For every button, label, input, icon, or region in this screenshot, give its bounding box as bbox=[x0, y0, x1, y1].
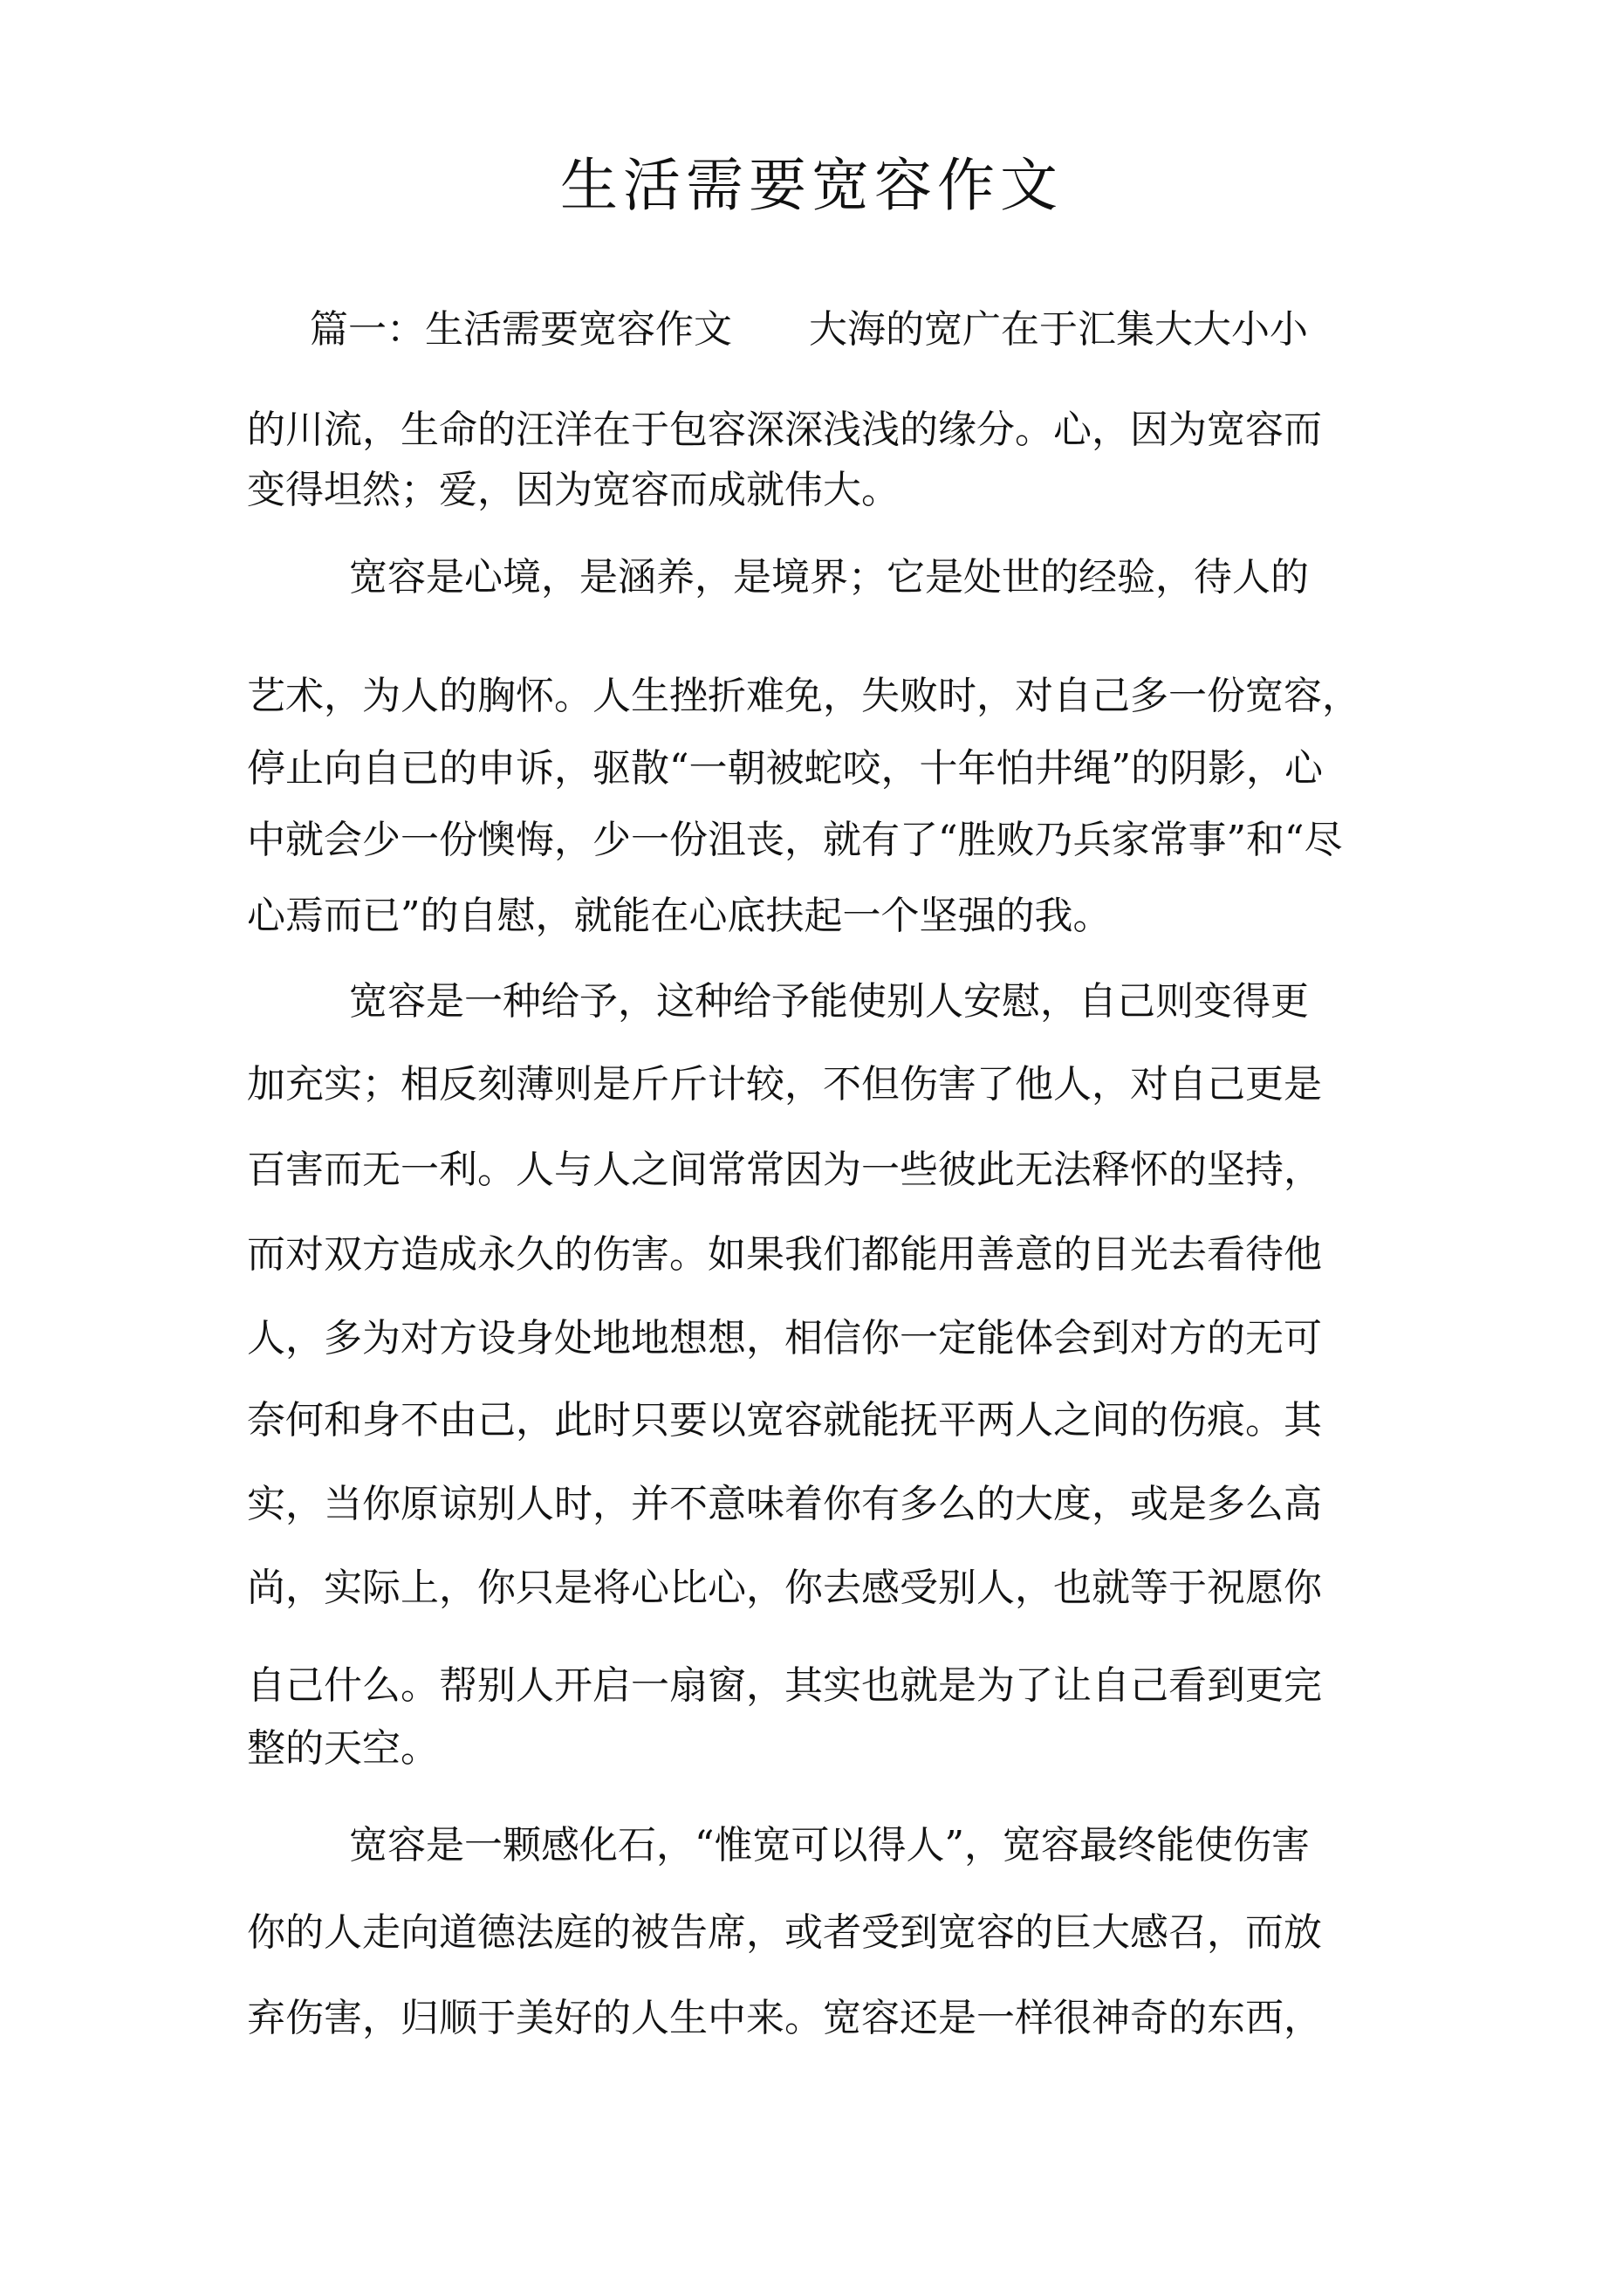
text-line: 的川流，生命的汪洋在于包容深深浅浅的缘分。心，因为宽容而 bbox=[247, 408, 1322, 452]
text-line: 变得坦然；爱，因为宽容而成就伟大。 bbox=[247, 468, 900, 512]
text-line: 百害而无一利。人与人之间常常因为一些彼此无法释怀的坚持， bbox=[247, 1148, 1322, 1192]
text-line: 你的人走向道德法庭的被告席，或者受到宽容的巨大感召，而放 bbox=[247, 1910, 1322, 1955]
text-line: 弃伤害，归顺于美好的人生中来。宽容还是一样很神奇的东西， bbox=[247, 1996, 1322, 2040]
text-line: 宽容是一种给予，这种给予能使别人安慰，自己则变得更 bbox=[349, 979, 1309, 1024]
text-line: 艺术，为人的胸怀。人生挫折难免，失败时，对自己多一份宽容， bbox=[247, 674, 1360, 718]
text-line: 尚，实际上，你只是将心比心，你去感受别人，也就等于祝愿你 bbox=[247, 1566, 1322, 1610]
text-line: 奈何和身不由己，此时只要以宽容就能抚平两人之间的伤痕。其 bbox=[247, 1398, 1322, 1443]
text-line: 宽容是一颗感化石，“惟宽可以得人”，宽容最终能使伤害 bbox=[349, 1823, 1310, 1868]
text-line: 宽容是心境，是涵养，是境界；它是处世的经验，待人的 bbox=[349, 555, 1309, 600]
document-title: 生活需要宽容作文 bbox=[560, 152, 1063, 219]
text-line: 中就会少一份懊悔，少一份沮丧，就有了“胜败乃兵家常事”和“尽 bbox=[247, 818, 1343, 862]
text-line: 停止向自已的申诉，驱散“一朝被蛇咬，十年怕井绳”的阴影，心 bbox=[247, 746, 1323, 791]
text-line: 篇一：生活需要宽容作文 大海的宽广在于汇集大大小小 bbox=[310, 307, 1308, 352]
text-line: 实，当你原谅别人时，并不意味着你有多么的大度，或是多么高 bbox=[247, 1482, 1322, 1526]
text-line: 心焉而已”的自慰，就能在心底扶起一个坚强的我。 bbox=[247, 894, 1112, 938]
text-line: 而对双方造成永久的伤害。如果我们都能用善意的目光去看待他 bbox=[247, 1232, 1322, 1277]
text-line: 人，多为对方设身处地地想想，相信你一定能体会到对方的无可 bbox=[247, 1316, 1322, 1360]
text-line: 自己什么。帮别人开启一扇窗，其实也就是为了让自己看到更完 bbox=[247, 1663, 1322, 1708]
text-line: 整的天空。 bbox=[247, 1726, 439, 1771]
text-line: 加充实；相反刻薄则是斤斤计较，不但伤害了他人，对自己更是 bbox=[247, 1062, 1322, 1107]
